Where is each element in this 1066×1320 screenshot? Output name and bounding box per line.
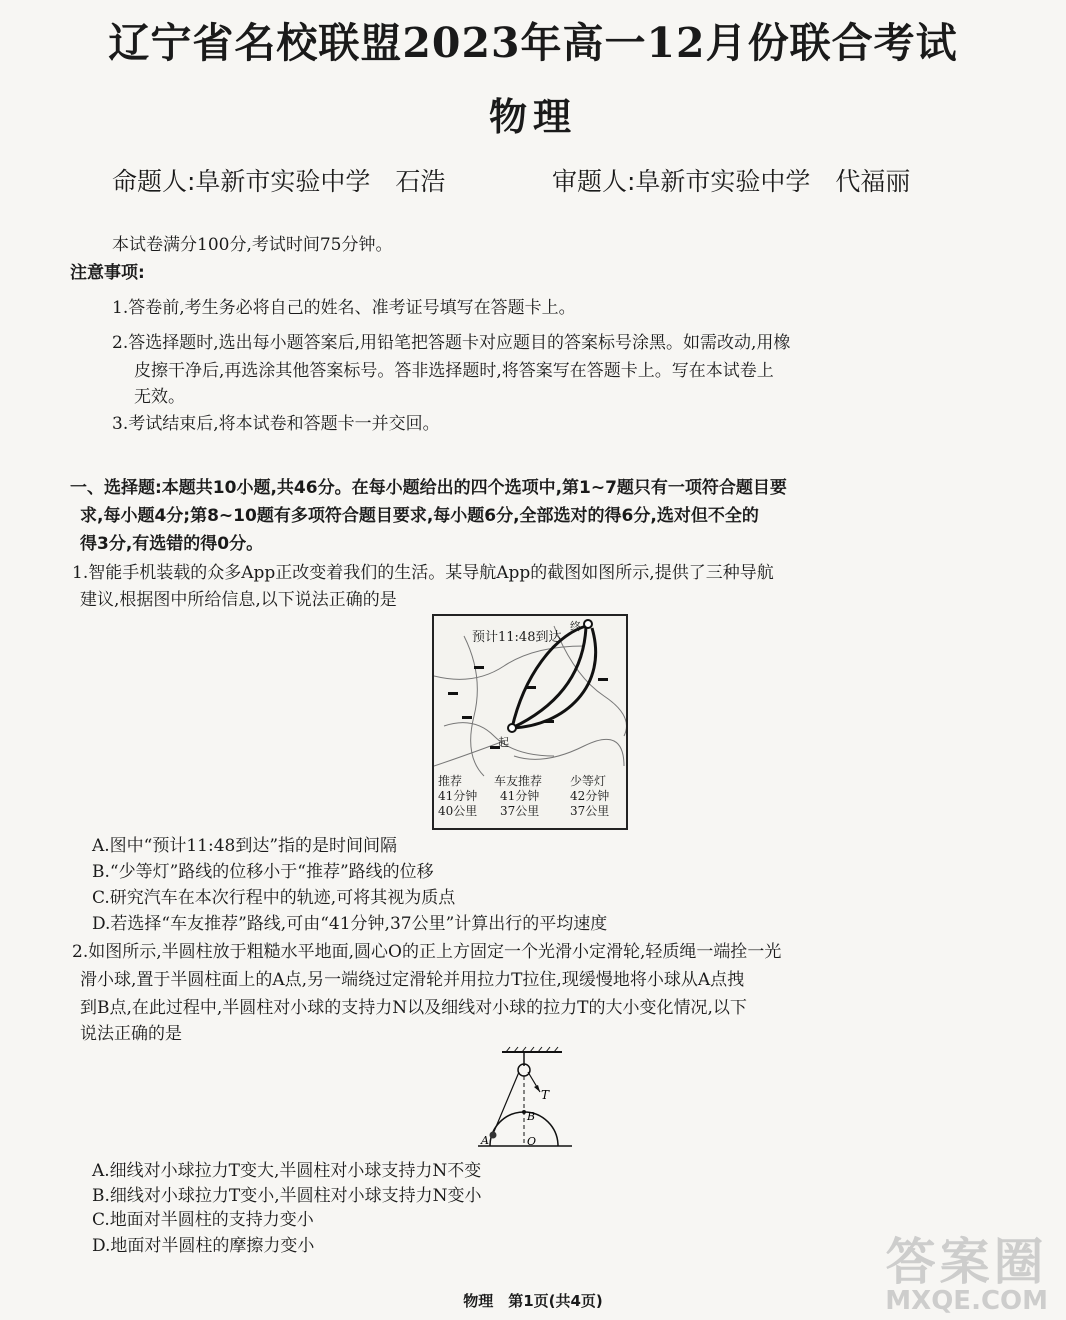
- section-instructions: 求,每小题4分;第8~10题有多项符合题目要求,每小题6分,全部选对的得6分,选对但不全的: [80, 506, 759, 526]
- notice-item: 1.答卷前,考生务必将自己的姓名、准考证号填写在答题卡上。: [112, 298, 576, 318]
- notice-heading: 注意事项:: [70, 263, 145, 283]
- point-b: [522, 1110, 526, 1114]
- route-name: 少等灯: [570, 774, 607, 788]
- route-option-recommended[interactable]: [438, 774, 477, 819]
- page-footer: 物理 第1页(共4页): [463, 1292, 603, 1310]
- q2-stem: 说法正确的是: [80, 1024, 182, 1044]
- q1-option-a: A.图中“预计11:48到达”指的是时间间隔: [92, 836, 398, 856]
- watermark-url: MXQE.COM: [885, 1286, 1048, 1316]
- q1-option-c: C.研究汽车在本次行程中的轨迹,可将其视为质点: [92, 888, 456, 908]
- start-point-marker: [508, 724, 516, 732]
- watermark-logo: [885, 1222, 1048, 1316]
- q2-option-c: C.地面对半圆柱的支持力变小: [92, 1210, 314, 1230]
- exam-title: 辽宁省名校联盟2023年高一12月份联合考试: [108, 19, 958, 67]
- q2-option-b: B.细线对小球拉力T变小,半圆柱对小球支持力N变小: [92, 1186, 482, 1206]
- section-instructions: 一、选择题:本题共10小题,共46分。在每小题给出的四个选项中,第1~7题只有一项符合题目要: [70, 478, 787, 498]
- route-distance: 40公里: [438, 804, 478, 818]
- q1-option-b: B.“少等灯”路线的位移小于“推荐”路线的位移: [92, 862, 434, 882]
- route-option-fewer-lights[interactable]: [570, 774, 609, 819]
- q2-option-d: D.地面对半圆柱的摩擦力变小: [92, 1236, 315, 1256]
- q2-option-a: A.细线对小球拉力T变大,半圆柱对小球支持力N不变: [92, 1161, 482, 1181]
- route-option-friends[interactable]: [494, 774, 542, 819]
- route-distance: 37公里: [500, 804, 540, 818]
- map-roads: [434, 626, 626, 776]
- notice-item: 无效。: [134, 387, 185, 407]
- route-name: 车友推荐: [494, 774, 543, 788]
- navigation-map-figure: [432, 614, 628, 830]
- route-time: 41分钟: [500, 789, 540, 803]
- author-label: 命题人:阜新市实验中学 石浩: [112, 167, 446, 196]
- end-label: 终: [570, 620, 581, 633]
- label-b: B: [527, 1110, 536, 1123]
- score-note: 本试卷满分100分,考试时间75分钟。: [112, 235, 393, 255]
- q2-stem: 到B点,在此过程中,半圆柱对小球的支持力N以及细线对小球的拉力T的大小变化情况,以下: [80, 998, 747, 1018]
- notice-item: 皮擦干净后,再选涂其他答案标号。答非选择题时,将答案写在答题卡上。写在本试卷上: [134, 361, 774, 381]
- notice-item: 3.考试结束后,将本试卷和答题卡一并交回。: [112, 414, 440, 434]
- reviewer-label: 审题人:阜新市实验中学 代福丽: [552, 167, 911, 196]
- q1-stem: 1.智能手机装载的众多App正改变着我们的生活。某导航App的截图如图所示,提供了三种导航: [72, 563, 774, 583]
- eta-label: 预计11:48到达: [472, 630, 562, 645]
- q2-stem: 2.如图所示,半圆柱放于粗糙水平地面,圆心O的正上方固定一个光滑小定滑轮,轻质绳一端拴一光: [72, 942, 782, 962]
- route-distance: 37公里: [570, 804, 610, 818]
- start-label: 起: [498, 736, 509, 749]
- section-instructions: 得3分,有选错的得0分。: [80, 534, 264, 554]
- q1-stem: 建议,根据图中所给信息,以下说法正确的是: [80, 590, 397, 610]
- route-time: 42分钟: [570, 789, 610, 803]
- pulley-figure: [472, 1046, 584, 1156]
- tension-arrowhead: [534, 1085, 540, 1092]
- route-time: 41分钟: [438, 789, 478, 803]
- watermark-main: 答案圈: [885, 1233, 1048, 1291]
- subject-title: 物理: [488, 94, 577, 139]
- q1-option-d: D.若选择“车友推荐”路线,可由“41分钟,37公里”计算出行的平均速度: [92, 914, 608, 934]
- q2-stem: 滑小球,置于半圆柱面上的A点,另一端绕过定滑轮并用拉力T拉住,现缓慢地将小球从A点拽: [80, 970, 745, 990]
- route-name: 推荐: [438, 774, 463, 788]
- label-o: O: [527, 1135, 537, 1148]
- end-point-marker: [584, 620, 592, 628]
- notice-item: 2.答选择题时,选出每小题答案后,用铅笔把答题卡对应题目的答案标号涂黑。如需改动,用橡: [112, 333, 791, 353]
- label-t: T: [541, 1088, 550, 1102]
- ball-at-a: [490, 1132, 497, 1139]
- label-a: A: [481, 1134, 489, 1147]
